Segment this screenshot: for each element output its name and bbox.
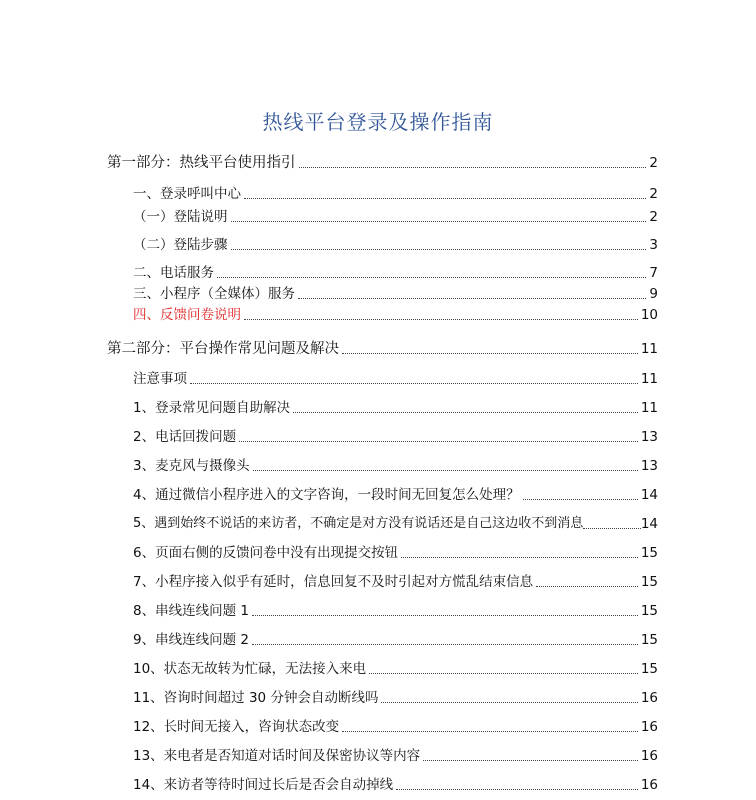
- toc-leader-dots: [369, 673, 638, 674]
- toc-entry-page: 15: [640, 603, 658, 619]
- toc-leader-dots: [231, 221, 647, 222]
- toc-entry-label: 注意事项: [133, 371, 187, 387]
- toc-entry-label: 8、串线连线问题 1: [133, 603, 249, 619]
- toc-entry-mini-program-service[interactable]: [133, 281, 658, 303]
- toc-entry-login-steps[interactable]: [133, 232, 658, 254]
- toc-entry-label: 11、咨询时间超过 30 分钟会自动断线吗: [133, 690, 379, 706]
- toc-leader-dots: [342, 731, 638, 732]
- toc-entry-label: 三、小程序（全媒体）服务: [133, 286, 295, 302]
- toc-leader-dots: [298, 298, 646, 299]
- toc-entry-page: 16: [640, 690, 658, 706]
- toc-leader-dots: [252, 615, 638, 616]
- toc-entry-label: 10、状态无故转为忙碌，无法接入来电: [133, 661, 367, 677]
- toc-entry-q2[interactable]: [133, 424, 658, 446]
- toc-entry-page: 13: [640, 429, 658, 445]
- toc-leader-dots: [244, 198, 646, 199]
- toc-entry-page: 16: [640, 777, 658, 793]
- toc-entry-label: 4、通过微信小程序进入的文字咨询，一段时间无回复怎么处理？: [133, 487, 520, 503]
- toc-leader-dots: [423, 760, 638, 761]
- toc-entry-login-notes[interactable]: [133, 204, 658, 226]
- toc-entry-label: 四、反馈问卷说明: [133, 307, 241, 323]
- toc-entry-phone-service[interactable]: [133, 260, 658, 282]
- toc-leader-dots: [239, 441, 638, 442]
- toc-entry-page: 10: [640, 307, 658, 323]
- toc-leader-dots: [190, 383, 638, 384]
- toc-entry-page: 15: [640, 545, 658, 561]
- toc-entry-q11[interactable]: [133, 685, 658, 707]
- toc-entry-label: 二、电话服务: [133, 265, 214, 281]
- toc-entry-feedback-survey[interactable]: [133, 302, 658, 324]
- toc-entry-page: 15: [640, 632, 658, 648]
- toc-entry-q7[interactable]: [133, 569, 658, 591]
- toc-leader-dots: [244, 319, 638, 320]
- toc-leader-dots: [536, 586, 638, 587]
- toc-entry-page: 11: [640, 341, 658, 357]
- toc-leader-dots: [253, 470, 638, 471]
- toc-entry-page: 13: [640, 458, 658, 474]
- toc-entry-page: 14: [640, 516, 658, 532]
- toc-entry-page: 14: [640, 487, 658, 503]
- toc-entry-part-1[interactable]: [107, 150, 658, 172]
- toc-entry-part-2[interactable]: [107, 336, 658, 358]
- toc-entry-label: 2、电话回拨问题: [133, 429, 237, 445]
- toc-entry-page: 7: [649, 265, 658, 281]
- toc-leader-dots: [401, 557, 638, 558]
- toc-entry-notes[interactable]: [133, 366, 658, 388]
- toc-entry-label: （一）登陆说明: [133, 209, 228, 225]
- toc-entry-label: （二）登陆步骤: [133, 237, 228, 253]
- toc-leader-dots: [583, 528, 641, 529]
- toc-entry-q3[interactable]: [133, 453, 658, 475]
- toc-entry-page: 9: [649, 286, 658, 302]
- toc-entry-q10[interactable]: [133, 656, 658, 678]
- toc-leader-dots: [217, 277, 646, 278]
- toc-entry-label: 14、来访者等待时间过长后是否会自动掉线: [133, 777, 394, 793]
- toc-entry-q4[interactable]: [133, 482, 658, 504]
- toc-leader-dots: [381, 702, 637, 703]
- toc-entry-page: 2: [649, 155, 658, 171]
- toc-entry-q13[interactable]: [133, 743, 658, 765]
- toc-entry-q5[interactable]: [133, 511, 658, 533]
- toc-entry-label: 1、登录常见问题自助解决: [133, 400, 291, 416]
- toc-entry-page: 2: [649, 186, 658, 202]
- toc-leader-dots: [299, 167, 647, 168]
- toc-entry-page: 15: [640, 661, 658, 677]
- document-title: 热线平台登录及操作指南: [262, 110, 494, 134]
- toc-entry-label: 第二部分：平台操作常见问题及解决: [107, 341, 339, 357]
- toc-entry-label: 一、登录呼叫中心: [133, 186, 241, 202]
- toc-entry-q12[interactable]: [133, 714, 658, 736]
- toc-entry-label: 12、长时间无接入，咨询状态改变: [133, 719, 340, 735]
- toc-leader-dots: [523, 499, 638, 500]
- toc-entry-q14[interactable]: [133, 772, 658, 794]
- toc-entry-q8[interactable]: [133, 598, 658, 620]
- toc-entry-label: 9、串线连线问题 2: [133, 632, 249, 648]
- toc-entry-page: 3: [649, 237, 658, 253]
- toc-entry-page: 2: [649, 209, 658, 225]
- toc-entry-q1[interactable]: [133, 395, 658, 417]
- toc-entry-q9[interactable]: [133, 627, 658, 649]
- toc-entry-q6[interactable]: [133, 540, 658, 562]
- toc-leader-dots: [252, 644, 638, 645]
- toc-entry-label: 13、来电者是否知道对话时间及保密协议等内容: [133, 748, 421, 764]
- toc-entry-label: 6、页面右侧的反馈问卷中没有出现提交按钮: [133, 545, 399, 561]
- toc-entry-label: 7、小程序接入似乎有延时，信息回复不及时引起对方慌乱结束信息: [133, 574, 534, 590]
- toc-entry-label: 5、遇到始终不说话的来访者，不确定是对方没有说话还是自己这边收不到消息: [133, 516, 584, 531]
- toc-entry-page: 15: [640, 574, 658, 590]
- toc-entry-label: 3、麦克风与摄像头: [133, 458, 250, 474]
- toc-leader-dots: [342, 353, 638, 354]
- toc-leader-dots: [231, 249, 647, 250]
- toc-entry-label: 第一部分：热线平台使用指引: [107, 155, 296, 171]
- toc-entry-login-call-center[interactable]: [133, 181, 658, 203]
- toc-entry-page: 11: [640, 400, 658, 416]
- toc-entry-page: 11: [640, 371, 658, 387]
- toc-leader-dots: [396, 789, 638, 790]
- toc-leader-dots: [293, 412, 638, 413]
- toc-entry-page: 16: [640, 748, 658, 764]
- toc-entry-page: 16: [640, 719, 658, 735]
